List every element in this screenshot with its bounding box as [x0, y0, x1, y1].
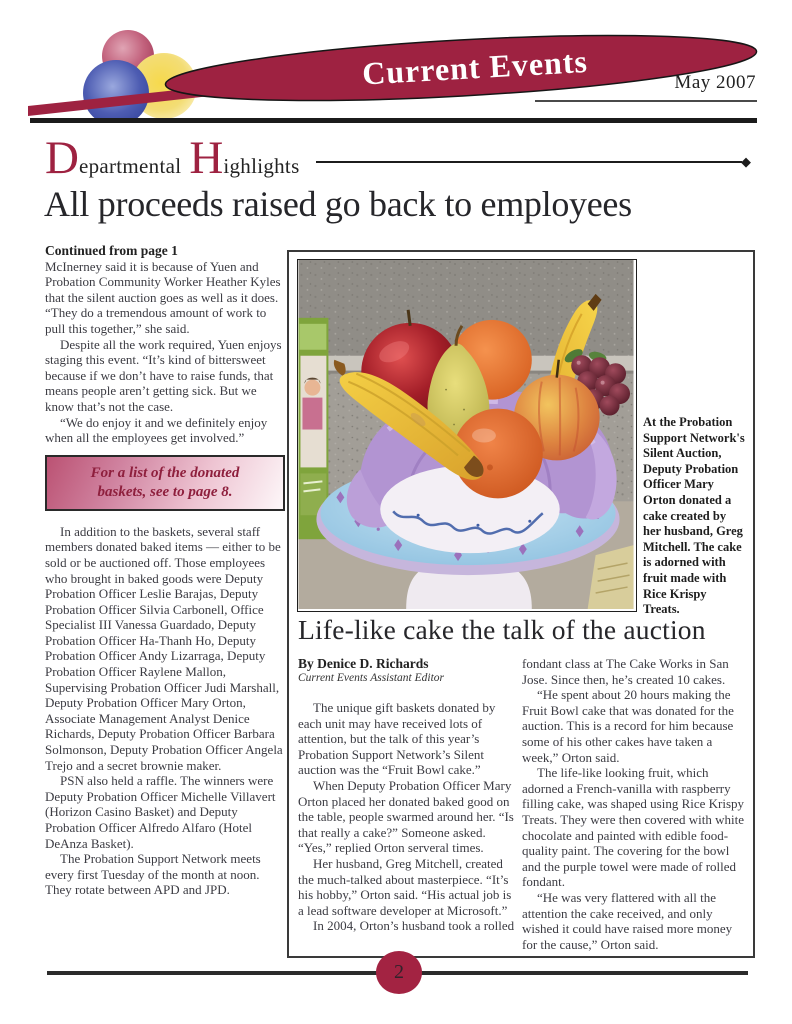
paragraph: fondant class at The Cake Works in San Jose. Since then, he’s created 10 cakes. — [522, 656, 729, 687]
paragraph: In addition to the baskets, several staff members donated baked items — either to be sold or be auctioned off. Those employees who brought in baked goods were Deputy Probation Officer Leslie Barajas, Deputy Probation Officer Silvia Carbonell, Office Specialist III Vanessa Guardado, Deputy Probation Officer Ha-Thanh Ho, Deputy Probation Officer Andy Lizarraga, Deputy Probation Officer Raylene Mallon, Supervising Probation Officer Judi Marshall, Deputy Probation Officer Mary Orton, Associate Management Analyst Denice Richards, Deputy Probation Officer Barbara Solmonson, Deputy Probation Officer Angela Trejo and a secret brownie maker. — [45, 523, 283, 773]
dropcap-d: D — [45, 132, 79, 184]
paragraph: When Deputy Probation Officer Mary Orton placed her donated baked good on the table, people swarmed around her. “Is that really a cake?” Someone asked. “Yes,” replied Orton serveral times. — [298, 777, 514, 856]
cake-photo — [297, 259, 637, 612]
byline-role: Current Events Assistant Editor — [298, 672, 444, 684]
byline: By Denice D. Richards — [298, 656, 429, 671]
masthead-rule — [30, 118, 757, 123]
paragraph: The unique gift baskets donated by each unit may have received lots of attention, but the talk of this year’s Probation Support Network’s Silent auction was the “Fruit Bowl cake.” — [298, 700, 496, 778]
article-column-1 — [298, 656, 516, 934]
paragraph: Despite all the work required, Yuen enjoys staging this event. “It’s kind of bittersweet because if we don’t have to raise funds, that means people aren’t getting sick. But we know that’s not the case. — [45, 336, 282, 414]
section-head — [45, 132, 751, 184]
article-column-2 — [522, 656, 746, 952]
cake-photo-art — [298, 260, 634, 609]
paragraph: The life-like looking fruit, which adorned a French-vanilla with raspberry filling cake, was shaped using Rice Krispy Treats. They were then covered with white chocolate and painted with edible food-quality paint. The covering for the bowl and the purple towel were made of rolled fondant. — [522, 765, 745, 890]
paragraph: PSN also held a raffle. The winners were Deputy Probation Officer Michelle Villavert (Horizon Casino Basket) and Deputy Probation Officer Alfredo Alfaro (Hotel DeAnza Basket). — [45, 773, 276, 851]
continued-label: Continued from page 1 — [45, 243, 178, 258]
callout-box — [45, 455, 285, 511]
paragraph: The Probation Support Network meets every first Tuesday of the month at noon. They rotate between APD and JPD. — [45, 851, 261, 898]
page-number-badge — [376, 951, 422, 994]
paragraph: “We do enjoy it and we definitely enjoy when all the employees get involved.” — [45, 414, 268, 446]
paragraph: In 2004, Orton’s husband took a rolled — [313, 918, 515, 934]
section-word-1: epartmental — [78, 154, 182, 178]
callout-text: For a list of the donated baskets, see to page 8. — [90, 464, 240, 500]
paragraph: McInerney said it is because of Yuen and Probation Community Worker Heather Kyles that the silent auction goes as well as it does. “They do a tremendous amount of work to pull this together,” she said. — [45, 258, 281, 336]
section-word-2: ighlights — [223, 154, 300, 178]
masthead-title: Current Events — [361, 42, 589, 92]
left-column — [45, 243, 285, 898]
section-rule — [316, 161, 742, 163]
issue-date: May 2007 — [674, 72, 756, 93]
paragraph: “He was very flattered with all the attention the cake received, and only wished it could have raised more money for the cause,” Orton said. — [522, 889, 733, 952]
article-headline: Life-like cake the talk of the auction — [298, 614, 706, 645]
photo-caption: At the Probation Support Network's Silent Auction, Deputy Probation Officer Mary Orton donated a cake created by her husband, Greg Mitchell. The cake is adorned with fruit made with Rice Krispy Treats. — [643, 415, 745, 617]
diamond-icon: ◆ — [741, 154, 751, 169]
masthead-logo — [28, 24, 760, 120]
date-rule — [535, 100, 757, 102]
page-number: 2 — [394, 961, 404, 983]
dropcap-h: H — [189, 132, 224, 184]
paragraph: “He spent about 20 hours making the Fruit Bowl cake that was donated for the auction. This is a record for him because some of his other cakes have taken a week,” Orton said. — [522, 687, 734, 765]
paragraph: Her husband, Greg Mitchell, created the much-talked about masterpiece. “It’s his hobby,” Orton said. “His actual job is a lead software developer at Microsoft.” — [298, 855, 512, 918]
feature-box — [287, 250, 755, 958]
page-headline: All proceeds raised go back to employees — [44, 184, 632, 224]
